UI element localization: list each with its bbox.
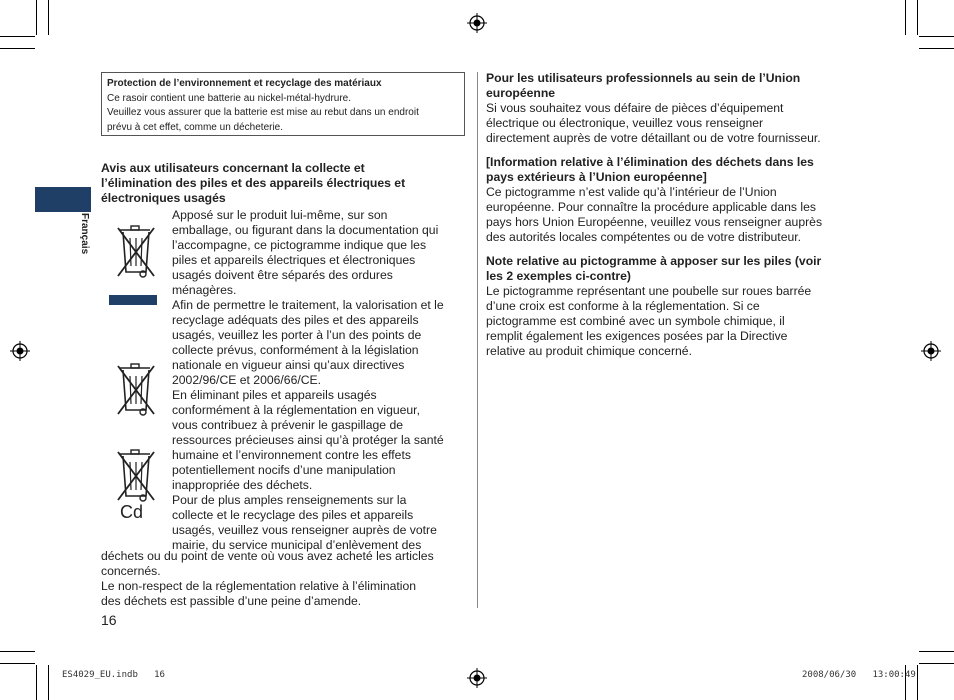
text-line: Si vous souhaitez vous défaire de pièces d’équipement	[486, 101, 784, 115]
disposal-heading	[101, 161, 471, 206]
battery-symbol-section	[486, 254, 861, 359]
text-line: mairie, du service municipal d’enlèvement des	[172, 538, 422, 552]
crop-mark	[917, 0, 918, 35]
crossed-wheelie-bin-icon	[116, 448, 156, 504]
text-line: pictogramme est combiné avec un symbole chimique, il	[486, 314, 785, 328]
text-line: européenne. Pour connaître la procédure applicable dans les	[486, 200, 816, 214]
text-line: usagés doivent être séparés des ordures	[172, 268, 393, 282]
text-line: conformément à la réglementation en vigueur,	[172, 403, 420, 417]
text-line: Le non-respect de la réglementation relative à l’élimination	[101, 579, 417, 593]
heading-line: Avis aux utilisateurs concernant la collecte et	[101, 161, 365, 175]
text-line: potentiellement nocifs d’une manipulation	[172, 463, 396, 477]
heading-line: l’élimination des piles et des appareils électriques et	[101, 176, 406, 190]
crop-mark	[919, 48, 954, 49]
crop-mark	[48, 665, 49, 700]
crop-mark	[905, 0, 906, 35]
registration-mark-icon	[467, 13, 487, 33]
info-box-line: Ce rasoir contient une batterie au nickel-métal-hydrure.	[107, 92, 352, 104]
text-line: collecte prévus, conformément à la législation	[172, 343, 419, 357]
text-line: piles et appareils électriques et électroniques	[172, 253, 416, 267]
crossed-wheelie-bin-icon	[116, 362, 156, 418]
text-line: directement auprès de votre détaillant ou de votre fournisseur.	[486, 131, 821, 145]
section-heading: [Information relative à l’élimination des déchets dans les	[486, 155, 814, 169]
info-box-line: prévu à cet effet, comme un décheterie.	[107, 121, 284, 133]
text-line: usagés, veuillez vous renseigner auprès de votre	[172, 523, 437, 537]
footer-datetime: 2008/06/30 13:00:49	[802, 670, 916, 680]
environment-info-box	[101, 72, 465, 136]
professional-users-section	[486, 71, 861, 146]
text-line: pays hors Union Européenne, veuillez vous renseigner auprès	[486, 215, 823, 229]
crop-mark	[48, 0, 49, 35]
text-line: En éliminant piles et appareils usagés	[172, 388, 377, 402]
footer-file-name: ES4029_EU.indb 16	[62, 670, 165, 680]
section-heading: Note relative au pictogramme à apposer sur les piles (voir	[486, 254, 822, 268]
crop-mark	[0, 48, 35, 49]
language-tab-label: Français	[79, 213, 90, 255]
text-line: collecte et le recyclage des piles et appareils	[172, 508, 414, 522]
page-number: 16	[101, 612, 117, 628]
text-line: relative au produit chimique concerné.	[486, 344, 692, 358]
text-line: des déchets est passible d’une peine d’amende.	[101, 594, 362, 608]
info-box-line: Veuillez vous assurer que la batterie est mise au rebut dans un endroit	[107, 107, 419, 119]
crop-mark	[917, 665, 918, 700]
crop-mark	[0, 663, 35, 664]
crossed-wheelie-bin-icon	[116, 224, 156, 280]
crop-mark	[36, 0, 37, 35]
section-heading: les 2 exemples ci-contre)	[486, 269, 631, 283]
heading-line: électroniques usagés	[101, 191, 226, 205]
section-heading: européenne	[486, 86, 556, 100]
text-line: électrique ou électronique, veuillez vous renseigner	[486, 116, 764, 130]
text-line: nationale en vigueur ainsi qu’aux directives	[172, 358, 405, 372]
non-eu-section	[486, 155, 861, 245]
chemical-symbol-label: Cd	[120, 502, 144, 522]
crop-mark	[919, 663, 954, 664]
text-line: remplit également les exigences posées par la Directive	[486, 329, 788, 343]
text-line: usagés, veuillez les porter à l’un des points de	[172, 328, 422, 342]
text-line: humaine et l’environnement contre les effets	[172, 448, 411, 462]
registration-mark-icon	[10, 341, 30, 361]
text-line: inappropriée des déchets.	[172, 478, 313, 492]
text-line: recyclage adéquats des piles et des appareils	[172, 313, 419, 327]
text-line: déchets ou du point de vente où vous avez acheté les articles	[101, 549, 434, 563]
column-divider	[477, 72, 478, 608]
text-line: ménagères.	[172, 283, 237, 297]
text-line: des autorités locales compétentes ou de votre distributeur.	[486, 230, 802, 244]
text-line: d’une croix est conforme à la réglementation. Si ce	[486, 299, 760, 313]
text-line: l’accompagne, ce pictogramme indique que les	[172, 238, 427, 252]
registration-mark-icon	[467, 668, 487, 688]
right-column	[486, 71, 861, 359]
text-line: Le pictogramme représentant une poubelle sur roues barrée	[486, 284, 812, 298]
text-line: 2002/96/CE et 2006/66/CE.	[172, 373, 322, 387]
section-heading: Pour les utilisateurs professionnels au sein de l’Union	[486, 71, 801, 85]
crop-mark	[0, 36, 35, 37]
text-line: Apposé sur le produit lui-même, sur son	[172, 208, 388, 222]
disposal-paragraph	[172, 208, 472, 553]
registration-mark-icon	[921, 341, 941, 361]
text-line: emballage, ou figurant dans la documentation qui	[172, 223, 439, 237]
language-tab	[35, 187, 91, 212]
text-line: Afin de permettre le traitement, la valorisation et le	[172, 298, 444, 312]
disposal-paragraph-continued	[101, 549, 471, 609]
crop-mark	[919, 36, 954, 37]
text-line: concernés.	[101, 564, 161, 578]
crop-mark	[0, 651, 35, 652]
crop-mark	[919, 651, 954, 652]
info-box-title: Protection de l’environnement et recyclage des matériaux	[107, 78, 382, 89]
section-heading: pays extérieurs à l’Union européenne]	[486, 170, 707, 184]
text-line: vous contribuez à prévenir le gaspillage de	[172, 418, 404, 432]
text-line: Ce pictogramme n’est valide qu’à l’intérieur de l’Union	[486, 185, 777, 199]
text-line: Pour de plus amples renseignements sur la	[172, 493, 407, 507]
crop-mark	[36, 665, 37, 700]
separate-collection-bar	[109, 295, 157, 305]
text-line: ressources précieuses ainsi qu’à protéger la santé	[172, 433, 444, 447]
